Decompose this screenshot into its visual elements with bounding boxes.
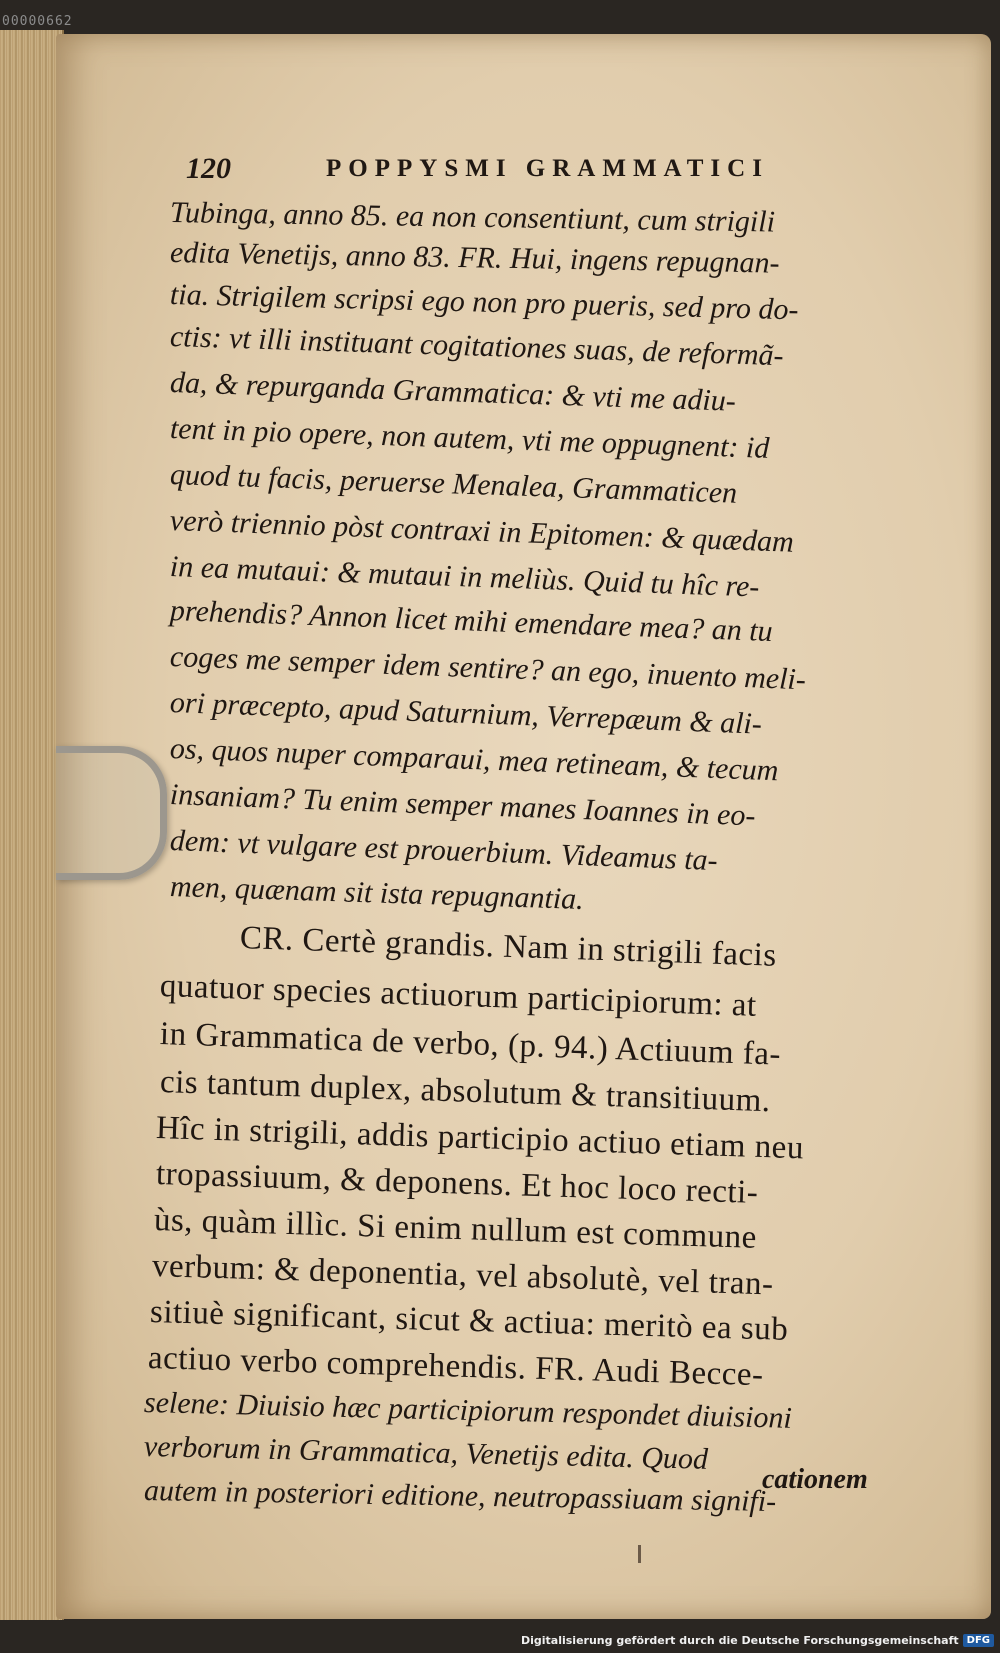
text-line: actiuo verbo comprehendis. FR. Audi Becce-	[147, 1340, 765, 1394]
text-line: ùs, quàm illìc. Si enim nullum est commune	[153, 1202, 758, 1256]
text-line: da, & repurganda Grammatica: & vti me adiu-	[169, 366, 737, 418]
text-line: cis tantum duplex, absolutum & transitiuum.	[159, 1064, 772, 1120]
text-line: tent in pio opere, non autem, vti me oppugnent: id	[169, 412, 770, 465]
text-line: edita Venetijs, anno 83. FR. Hui, ingens repugnan-	[169, 236, 780, 280]
text-line: tropassiuum, & deponens. Et hoc loco recti-	[155, 1156, 759, 1211]
text-line: verborum in Grammatica, Venetijs edita. Quod	[143, 1430, 709, 1476]
funding-credit	[521, 1634, 994, 1647]
text-line: verbum: & deponentia, vel absolutè, vel tran-	[151, 1248, 775, 1303]
text-line: Tubinga, anno 85. ea non consentiunt, cum strigili	[169, 196, 776, 239]
text-line: ori præcepto, apud Saturnium, Verrepæum & ali-	[169, 686, 763, 741]
text-line: in Grammatica de verbo, (p. 94.) Actiuum fa-	[159, 1016, 782, 1073]
text-line: os, quos nuper comparaui, mea retineam, & tecum	[169, 732, 780, 788]
text-line: tia. Strigilem scripsi ego non pro pueris, sed pro do-	[169, 278, 799, 327]
text-line: verò triennio pòst contraxi in Epitomen: & quædam	[169, 504, 795, 559]
dfg-logo-icon: DFG	[963, 1634, 994, 1647]
page-mark	[638, 1545, 641, 1563]
text-line: men, quænam sit ista repugnantia.	[169, 870, 585, 916]
catchword: cationem	[762, 1464, 868, 1495]
page-header	[186, 152, 826, 192]
text-line: dem: vt vulgare est prouerbium. Videamus ta-	[169, 824, 719, 878]
text-line: coges me semper idem sentire? an ego, inuento meli-	[169, 640, 807, 697]
scan-id-label: 00000662	[2, 14, 73, 29]
page-edges	[0, 30, 64, 1620]
text-line: quatuor species actiuorum participiorum: at	[159, 968, 758, 1024]
funding-note: Digitalisierung gefördert durch die Deutsche Forschungsgemeinschaft	[520, 1634, 959, 1647]
text-line: sitiuè significant, sicut & actiua: meritò ea sub	[149, 1294, 789, 1348]
text-line: prehendis? Annon licet mihi emendare mea? an tu	[169, 594, 774, 649]
page-clip	[56, 746, 167, 880]
page-number: 120	[186, 152, 231, 185]
text-line: quod tu facis, peruerse Menalea, Grammaticen	[169, 458, 738, 510]
text-line: selene: Diuisio hæc participiorum respondet diuisioni	[143, 1386, 793, 1435]
text-line: ctis: vt illi instituant cogitationes suas, de reformã-	[169, 320, 785, 373]
text-line: in ea mutaui: & mutaui in meliùs. Quid tu hîc re-	[169, 550, 760, 604]
text-line: CR. Certè grandis. Nam in strigili facis	[239, 920, 778, 974]
text-line: Hîc in strigili, addis participio actiuo etiam neu	[155, 1110, 805, 1167]
text-line: autem in posteriori editione, neutropassiuam signifi-	[143, 1474, 777, 1519]
text-line: insaniam? Tu enim semper manes Ioannes in eo-	[169, 778, 757, 833]
running-head: POPPYSMI GRAMMATICI	[326, 155, 769, 182]
